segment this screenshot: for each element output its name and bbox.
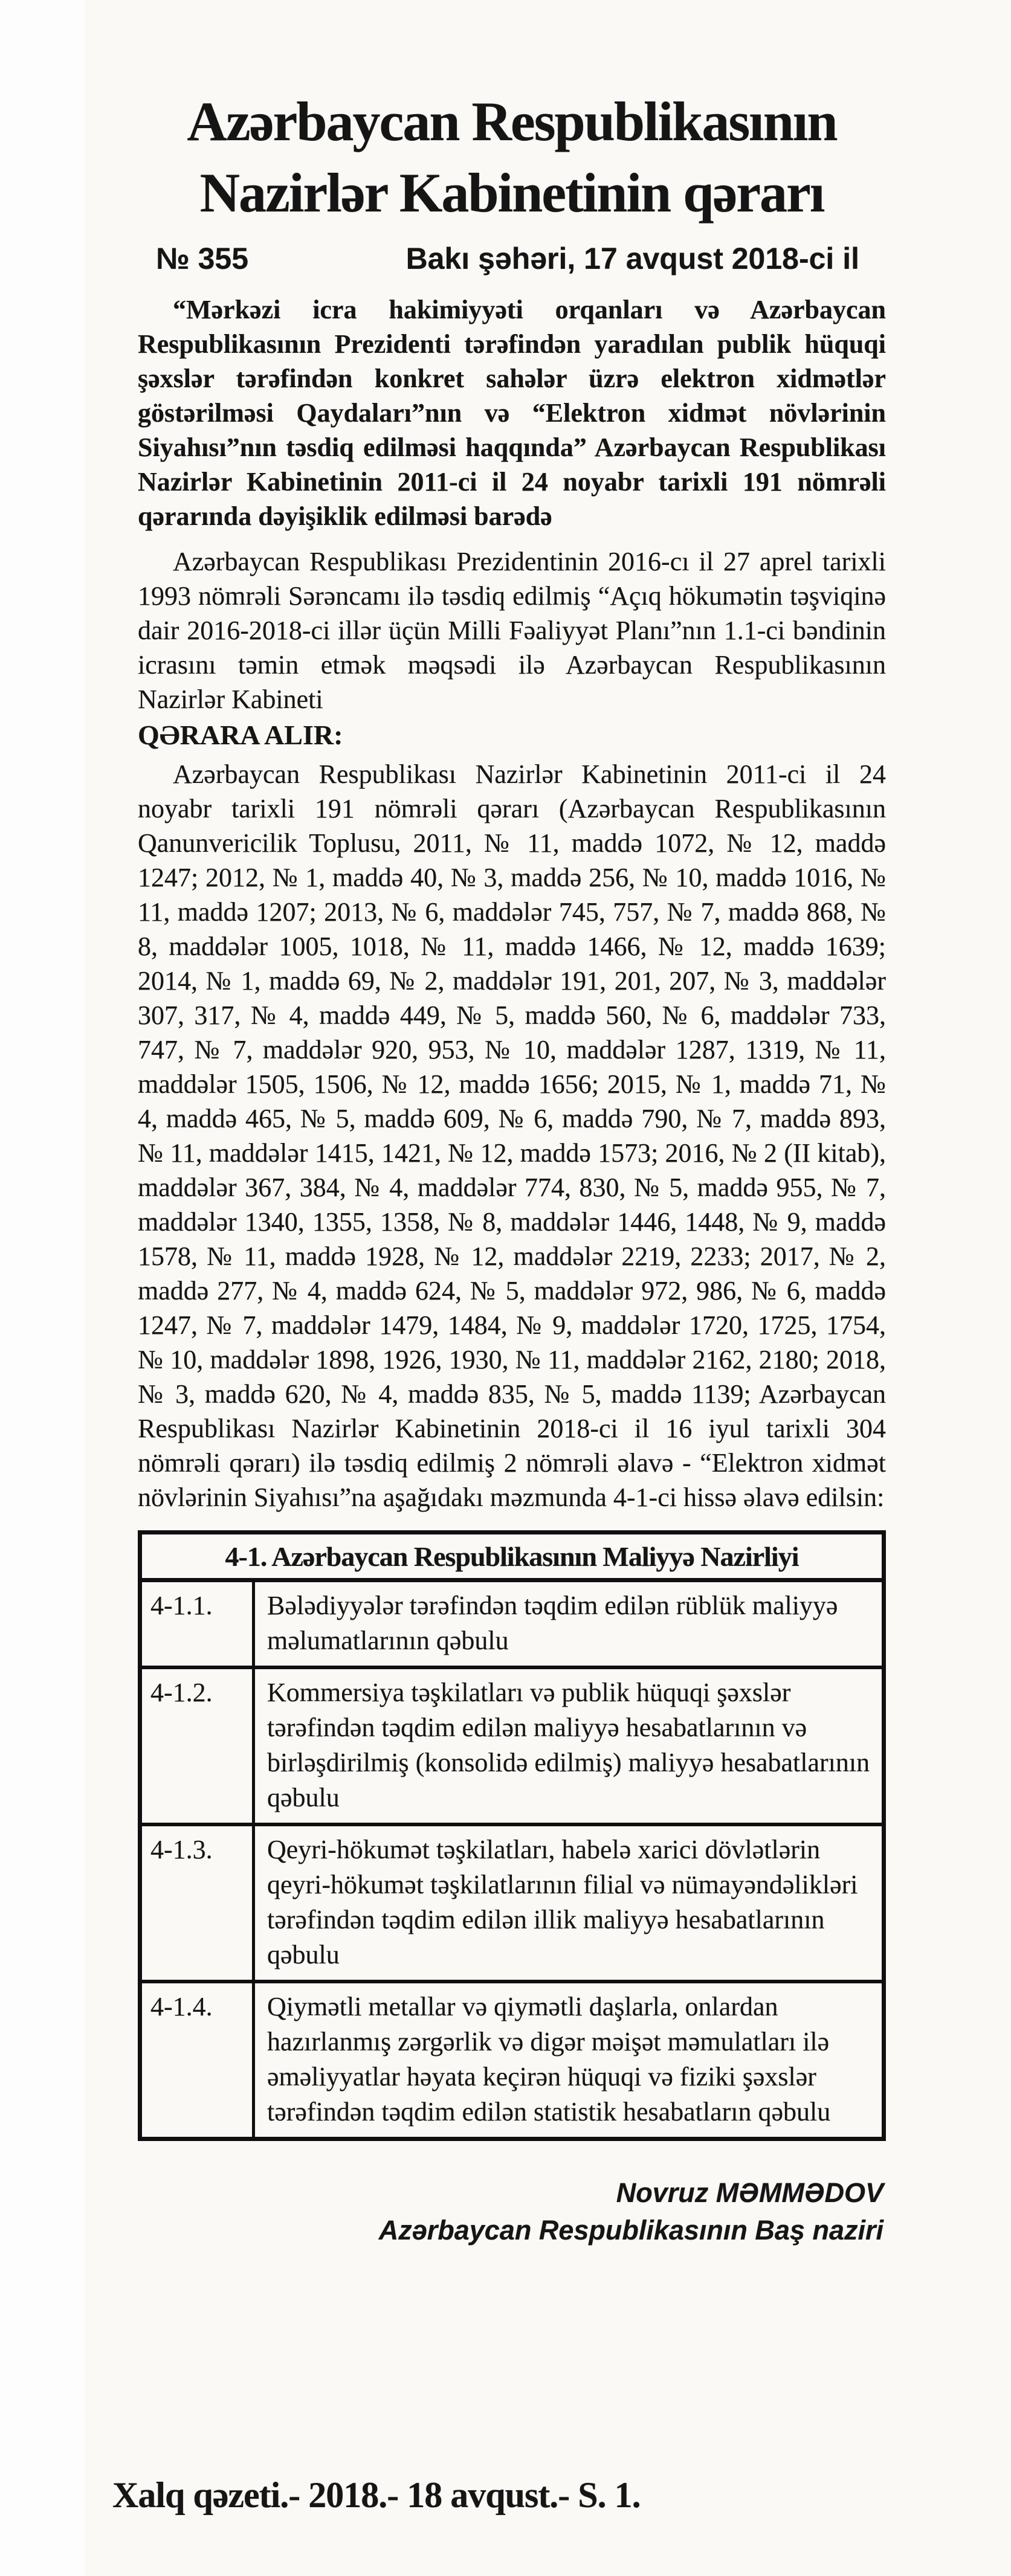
decree-subject: “Mərkəzi icra hakimiyyəti orqanları və Azərbaycan Respublikasının Prezidenti tərəfindən yaradılan publik hüquqi şəxslər tərəfindən konkret sahələr üzrə elektron xidmətlər göstərilməsi Qaydaları”nın və “Elektron xidmət növlərinin Siyahısı”nın təsdiq edilməsi haqqında” Azərbaycan Respublikası Nazirlər Kabinetinin 2011-ci il 24 noyabr tarixli 191 nömrəli qərarında dəyişiklik edilməsi barədə [138, 295, 886, 531]
row-number-cell: 4-1.2. [140, 1667, 254, 1824]
source-citation: Xalq qəzeti.- 2018.- 18 avqust.- S. 1. [112, 2475, 641, 2515]
decree-body: Azərbaycan Respublikası Nazirlər Kabinetinin 2011-ci il 24 noyabr tarixli 191 nömrəli qərarı (Azərbaycan Respublikasının Qanunvericilik Toplusu, 2011, № 11, maddə 1072, № 12, maddə 1247; 2012, № 1, maddə 40, № 3, maddə 256, № 10, maddə 1016, № 11, maddə 1207; 2013, № 6, maddələr 745, 757, № 7, maddə 868, № 8, maddələr 1005, 1018, № 11, maddə 1466, № 12, maddə 1639; 2014, № 1, maddə 69, № 2, maddələr 191, 201, 207, № 3, maddələr 307, 317, № 4, maddə 449, № 5, maddə 560, № 6, maddələr 733, 747, № 7, maddələr 920, 953, № 10, maddələr 1287, 1319, № 11, maddələr 1505, 1506, № 12, maddə 1656; 2015, № 1, maddə 71, № 4, maddə 465, № 5, maddə 609, № 6, maddə 790, № 7, maddə 893, № 11, maddələr 1415, 1421, № 12, maddə 1573; 2016, № 2 (II kitab), maddələr 367, 384, № 4, maddələr 774, 830, № 5, maddə 955, № 7, maddələr 1340, 1355, 1358, № 8, maddələr 1446, 1448, № 9, maddə 1578, № 11, maddə 1928, № 12, maddələr 2219, 2233; 2017, № 2, maddə 277, № 4, maddə 624, № 5, maddələr 972, 986, № 6, maddə 1247, № 7, maddələr 1479, 1484, № 9, maddələr 1720, 1725, 1754, № 10, maddələr 1898, 1926, 1930, № 11, maddələr 2162, 2180; 2018, № 3, maddə 620, № 4, maddə 835, № 5, maddə 1139; Azərbaycan Respublikası Nazirlər Kabinetinin 2018-ci il 16 iyul tarixli 304 nömrəli qərarı) ilə təsdiq edilmiş 2 nömrəli əlavə - “Elektron xidmət növlərinin Siyahısı”na aşağıdakı məzmunda 4-1-ci hissə əlavə edilsin: [138, 759, 886, 1512]
table-row [140, 1982, 884, 2139]
decree-content [138, 0, 886, 2249]
signature-block [138, 2174, 886, 2249]
decree-preamble: Azərbaycan Respublikası Prezidentinin 2016-cı il 27 aprel tarixli 1993 nömrəli Sərəncamı ilə təsdiq edilmiş “Açıq hökumətin təşviqinə dair 2016-2018-ci illər üçün Milli Fəaliyyət Planı”nın 1.1-ci bəndinin icrasını təmin etmək məqsədi ilə Azərbaycan Respublikasının Nazirlər Kabineti [138, 547, 886, 714]
table-header: 4-1. Azərbaycan Respublikasının Maliyyə Nazirliyi [140, 1533, 884, 1580]
row-number-cell: 4-1.4. [140, 1982, 254, 2139]
decree-number: № 355 [156, 242, 249, 275]
services-table-head [140, 1533, 884, 1580]
decree-title-line1: Azərbaycan Respublikasının [187, 91, 837, 152]
table-row [140, 1580, 884, 1668]
row-text-cell: Qiymətli metallar və qiymətli daşlarla, onlardan hazırlanmış zərgərlik və digər məişət məmulatları ilə əməliyyatlar həyata keçirən hüquqi və fiziki şəxslər tərəfindən təqdim edilən statistik hesabatların qəbulu [254, 1982, 884, 2139]
decree-title [138, 86, 886, 228]
table-row [140, 1824, 884, 1982]
table-row [140, 1667, 884, 1824]
signatory-name: Novruz MƏMMƏDOV [616, 2177, 883, 2208]
services-table [138, 1530, 886, 2141]
row-text-cell: Kommersiya təşkilatları və publik hüquqi şəxslər tərəfindən təqdim edilən maliyyə hesabatlarının və birləşdirilmiş (konsolidə edilmiş) maliyyə hesabatlarının qəbulu [254, 1667, 884, 1824]
row-number-cell: 4-1.1. [140, 1580, 254, 1668]
row-text-cell: Bələdiyyələr tərəfindən təqdim edilən rüblük maliyyə məlumatlarının qəbulu [254, 1580, 884, 1668]
signatory-title: Azərbaycan Respublikasının Baş naziri [378, 2215, 883, 2246]
row-text-cell: Qeyri-hökumət təşkilatları, habelə xarici dövlətlərin qeyri-hökumət təşkilatlarının filial və nümayəndəlikləri tərəfindən təqdim edilən illik maliyyə hesabatlarının qəbulu [254, 1824, 884, 1982]
resolution-word: QƏRARA ALIR: [138, 720, 343, 750]
decree-meta [138, 240, 886, 277]
row-number-cell: 4-1.3. [140, 1824, 254, 1982]
decree-title-line2: Nazirlər Kabinetinin qərarı [199, 162, 824, 224]
decree-place-date: Bakı şəhəri, 17 avqust 2018-ci il [405, 242, 859, 275]
table-header-row [140, 1533, 884, 1580]
services-table-body [140, 1580, 884, 2139]
